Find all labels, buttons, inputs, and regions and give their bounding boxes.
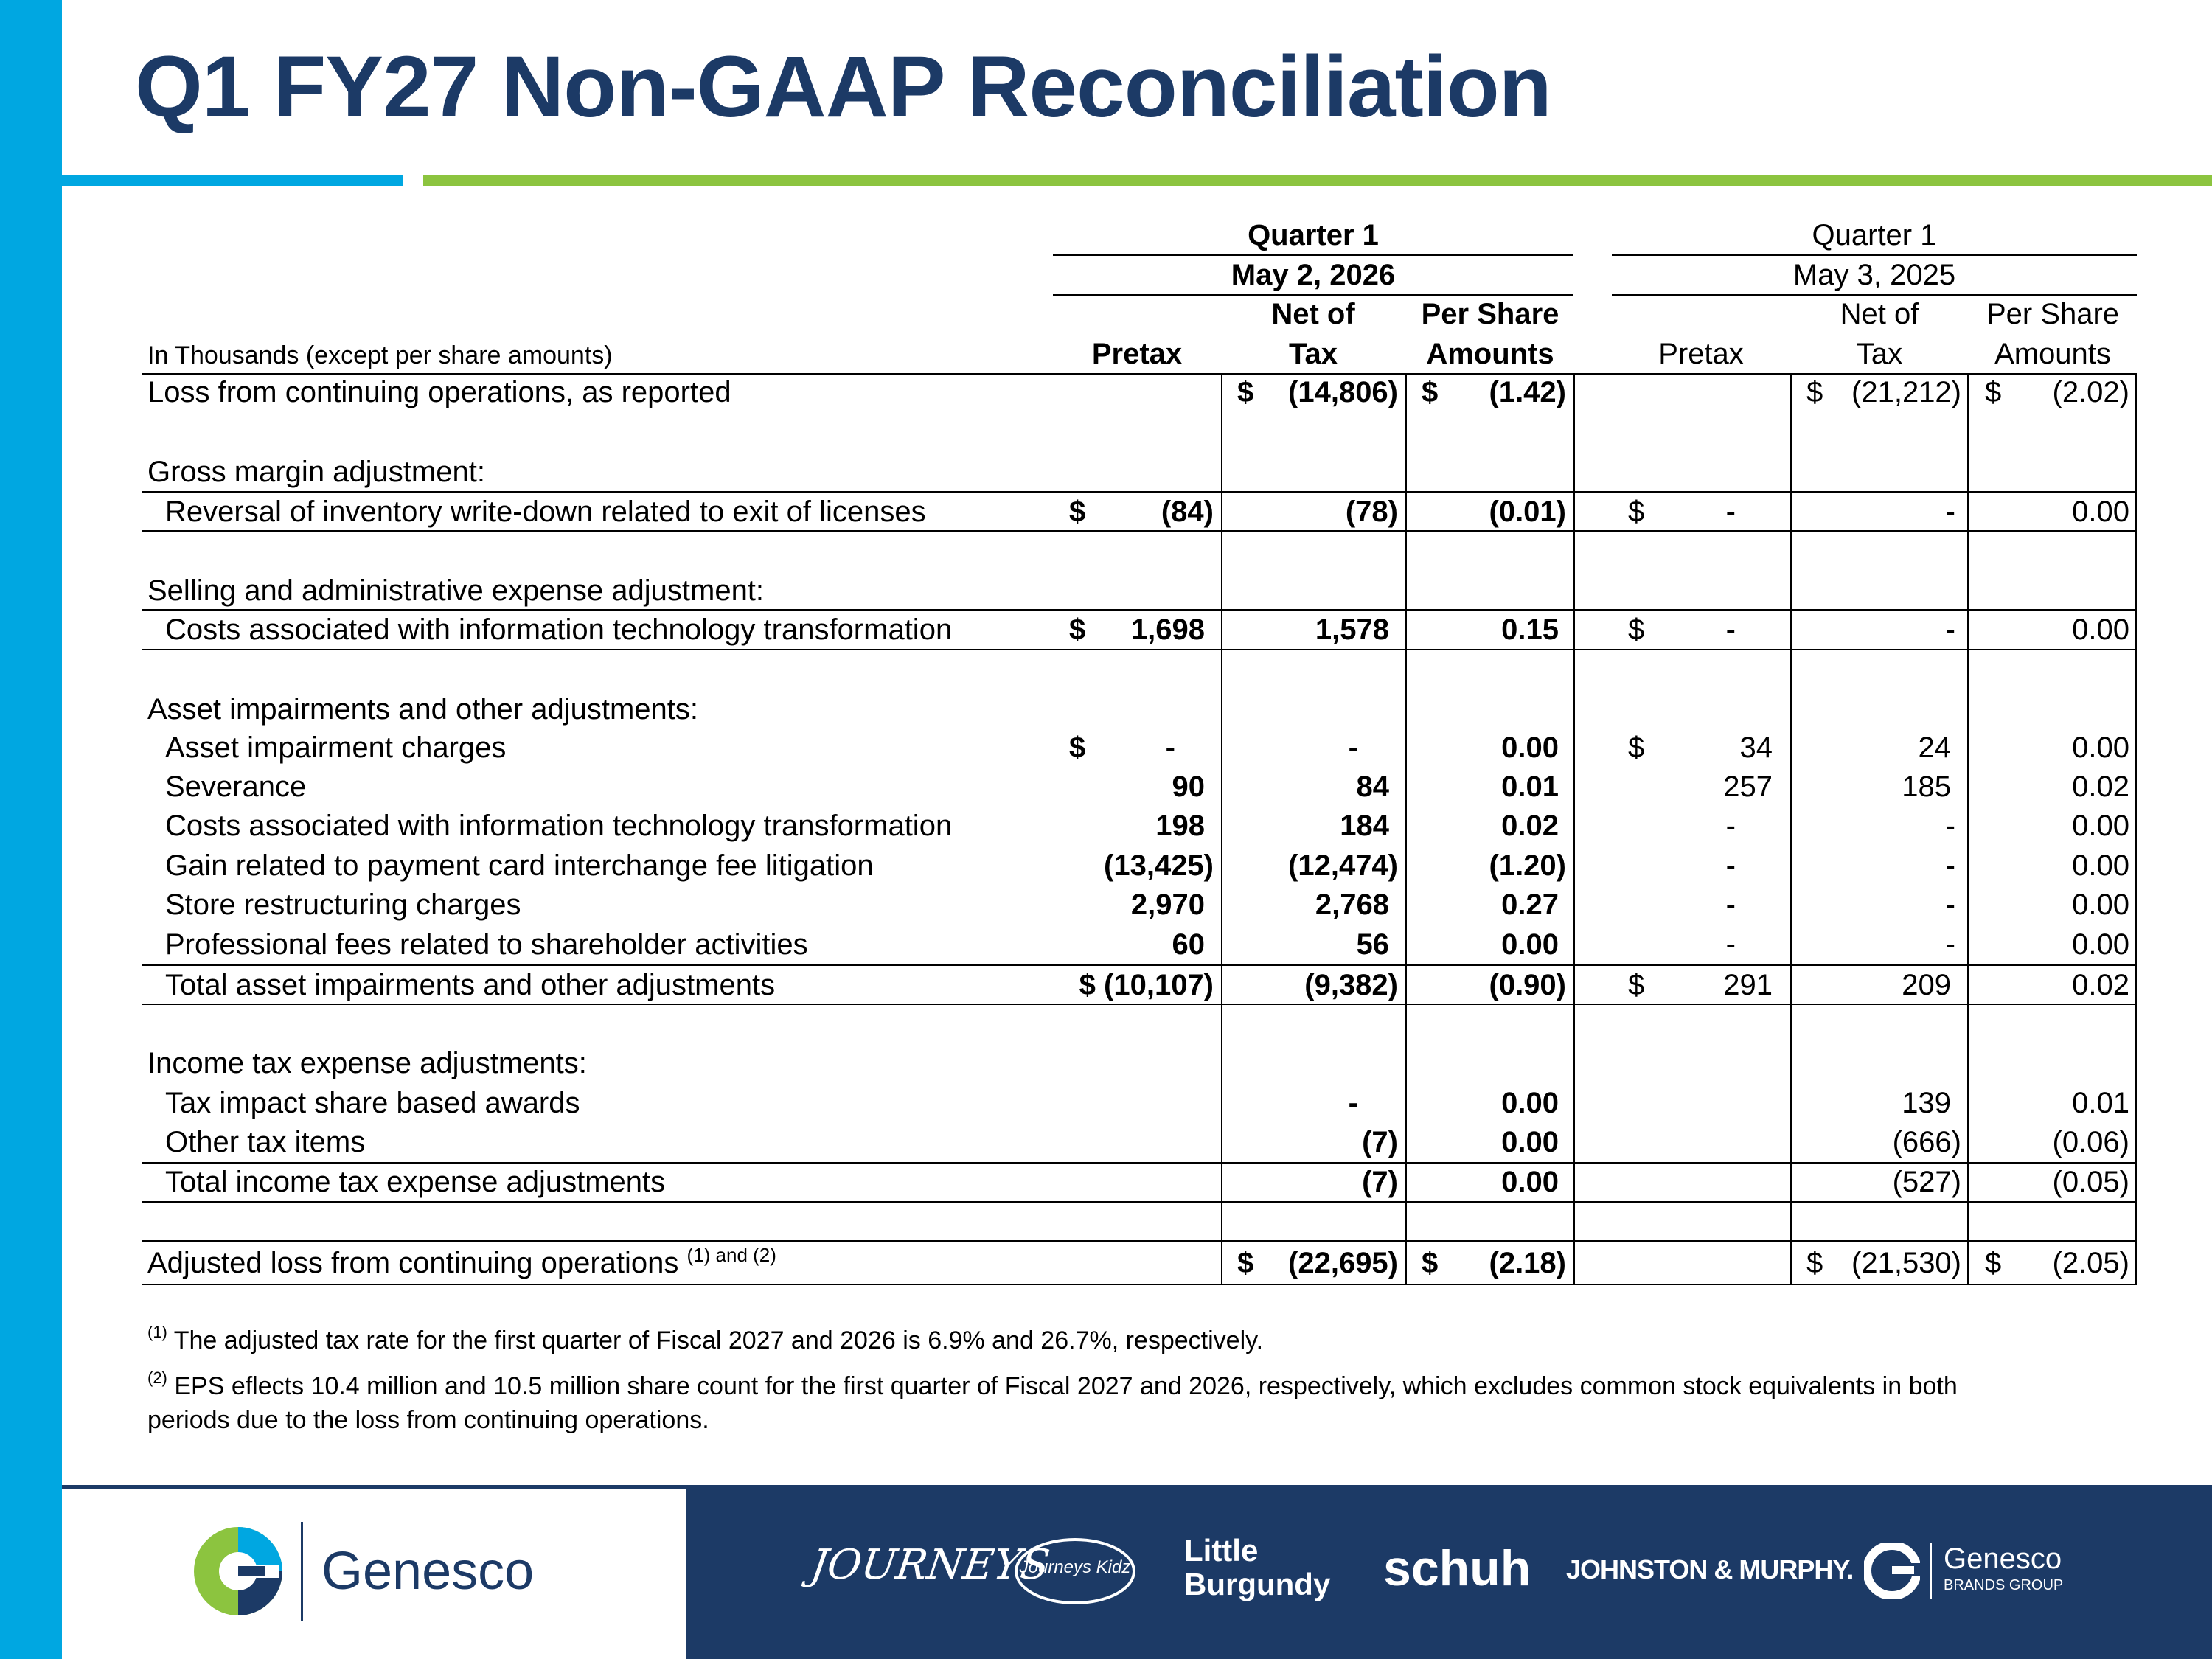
currency-sign: $ <box>1985 1247 2002 1279</box>
footnote-1-text: The adjusted tax rate for the first quarter of Fiscal 2027 and 2026 is 6.9% and 26.7%, respectively. <box>173 1326 1264 1354</box>
cell-value: 1,578 <box>1315 613 1389 646</box>
cell-value: (7) <box>1362 1126 1398 1158</box>
cell-value: 1,698 <box>1130 613 1205 646</box>
currency-sign: $ <box>1806 1247 1823 1279</box>
row-label-tax-share: Tax impact share based awards <box>165 1087 580 1119</box>
cell-value: 0.00 <box>1501 1087 1559 1119</box>
section-heading: Gross margin adjustment: <box>147 456 485 488</box>
cell-value: 0.02 <box>2072 771 2129 803</box>
period1-ps-header-1: Per Share <box>1421 298 1559 330</box>
brand-schuh: schuh <box>1383 1540 1531 1596</box>
row-rule <box>142 609 2137 611</box>
cell-value: 0.15 <box>1501 613 1559 646</box>
cell-value: - <box>1945 613 1955 646</box>
cell-value: - <box>1725 810 1736 842</box>
grid-line <box>1405 373 1407 1284</box>
period1-net-header-2: Tax <box>1289 338 1338 370</box>
row-label-loss-reported: Loss from continuing operations, as reported <box>147 376 731 408</box>
footnote-2 <box>147 1370 1958 1402</box>
cell-value: 0.02 <box>2072 969 2129 1001</box>
currency-sign: $ <box>1985 376 2002 408</box>
grid-line <box>2135 373 2137 1284</box>
cell-value: $ (10,107) <box>1079 969 1214 1001</box>
currency-sign: $ <box>1628 731 1645 764</box>
brand-little-burgundy-line2: Burgundy <box>1184 1567 1331 1601</box>
section-heading: Income tax expense adjustments: <box>147 1047 587 1079</box>
footnote-2-mark: (2) <box>147 1368 167 1387</box>
brand-johnston-murphy: JOHNSTON & MURPHY. <box>1566 1554 1854 1585</box>
period2-net-header-1: Net of <box>1840 298 1919 330</box>
period1-ps-header-2: Amounts <box>1426 338 1554 370</box>
brand-journeys-kidz: Journeys Kidz <box>1019 1557 1131 1577</box>
cell-value: - <box>1945 849 1955 882</box>
row-label-total-ai: Total asset impairments and other adjustments <box>165 969 776 1001</box>
currency-sign: $ <box>1069 613 1086 646</box>
cell-value: 2,768 <box>1315 888 1389 921</box>
cell-value: (12,474) <box>1288 849 1398 882</box>
currency-sign: $ <box>1069 495 1086 528</box>
period2-date: May 3, 2025 <box>1792 259 1956 291</box>
cell-value: - <box>1348 1087 1358 1119</box>
cell-value: - <box>1945 495 1955 528</box>
period1-date: May 2, 2026 <box>1231 259 1396 291</box>
cell-value: (1.42) <box>1489 376 1566 408</box>
row-label-other-tax: Other tax items <box>165 1126 366 1158</box>
cell-value: 0.01 <box>2072 1087 2129 1119</box>
cell-value: 0.01 <box>1501 771 1559 803</box>
cell-value: (2.02) <box>2052 376 2129 408</box>
cell-value: 0.02 <box>1501 810 1559 842</box>
cell-value: 0.00 <box>1501 1166 1559 1198</box>
footnote-1 <box>147 1324 1263 1357</box>
cell-value: (78) <box>1345 495 1398 528</box>
cell-value: 0.00 <box>2072 928 2129 961</box>
row-label-total-tax: Total income tax expense adjustments <box>165 1166 666 1198</box>
genesco-brands-group-logo-icon <box>1864 1543 1920 1599</box>
cell-value: - <box>1945 928 1955 961</box>
currency-sign: $ <box>1628 969 1645 1001</box>
cell-value: 0.00 <box>2072 731 2129 764</box>
period2-pretax-header: Pretax <box>1658 338 1744 370</box>
cell-value: 0.00 <box>2072 888 2129 921</box>
section-heading: Asset impairments and other adjustments: <box>147 693 699 726</box>
period1-quarter: Quarter 1 <box>1248 219 1379 251</box>
period1-date-rule <box>1053 294 1573 296</box>
cell-value: - <box>1725 495 1736 528</box>
currency-sign: $ <box>1069 731 1086 764</box>
cell-value: 56 <box>1356 928 1389 961</box>
period2-ps-header-1: Per Share <box>1986 298 2120 330</box>
units-label: In Thousands (except per share amounts) <box>147 341 613 369</box>
currency-sign: $ <box>1806 376 1823 408</box>
currency-sign: $ <box>1422 1247 1439 1279</box>
row-rule <box>142 649 2137 650</box>
cell-value: - <box>1348 731 1358 764</box>
cell-value: 60 <box>1172 928 1205 961</box>
company-name: Genesco <box>321 1542 535 1601</box>
row-rule <box>142 1162 2137 1164</box>
footnote-2-text-line1: EPS eflects 10.4 million and 10.5 million share count for the first quarter of Fiscal 2027 and 2026, respectively, which excludes common stock equivalents in both <box>174 1372 1958 1400</box>
grid-line <box>1790 373 1792 1284</box>
cell-value: 185 <box>1902 771 1951 803</box>
cell-value: (527) <box>1892 1166 1961 1198</box>
row-label-severance: Severance <box>165 771 307 803</box>
cell-value: (0.01) <box>1489 495 1566 528</box>
brand-journeys: JOURNEYS <box>807 1541 1053 1589</box>
cell-value: 184 <box>1340 810 1389 842</box>
cell-value: 209 <box>1902 969 1951 1001</box>
brand-gbg-line2: BRANDS GROUP <box>1944 1577 2064 1593</box>
currency-sign: $ <box>1237 376 1254 408</box>
cell-value: - <box>1725 928 1736 961</box>
cell-value: 0.00 <box>2072 495 2129 528</box>
cell-value: (84) <box>1161 495 1214 528</box>
cell-value: 90 <box>1172 771 1205 803</box>
cell-value: (666) <box>1892 1126 1961 1158</box>
cell-value: - <box>1725 613 1736 646</box>
row-rule <box>142 1240 2137 1242</box>
cell-value: (14,806) <box>1288 376 1398 408</box>
currency-sign: $ <box>1628 495 1645 528</box>
grid-line <box>1573 373 1575 1284</box>
cell-value: - <box>1945 888 1955 921</box>
row-label-gain-card: Gain related to payment card interchange fee litigation <box>165 849 874 882</box>
row-rule <box>142 1201 2137 1203</box>
cell-value: 139 <box>1902 1087 1951 1119</box>
cell-value: 0.00 <box>1501 928 1559 961</box>
row-label-inventory: Reversal of inventory write-down related to exit of licenses <box>165 495 926 528</box>
period2-quarter-rule <box>1612 254 2137 256</box>
cell-value: (2.18) <box>1489 1247 1566 1279</box>
cell-value: 0.27 <box>1501 888 1559 921</box>
cell-value: (7) <box>1362 1166 1398 1198</box>
row-label-it-sga: Costs associated with information technology transformation <box>165 613 953 646</box>
period2-net-header-2: Tax <box>1856 338 1903 370</box>
cell-value: 24 <box>1918 731 1951 764</box>
cell-value: 291 <box>1723 969 1773 1001</box>
cell-value: - <box>1725 849 1736 882</box>
cell-value: - <box>1945 810 1955 842</box>
currency-sign: $ <box>1422 376 1439 408</box>
table-bottom-rule <box>142 1284 2137 1285</box>
cell-value: 34 <box>1739 731 1773 764</box>
cell-value: 198 <box>1155 810 1205 842</box>
section-heading: Selling and administrative expense adjustment: <box>147 574 765 607</box>
row-rule <box>142 1004 2137 1005</box>
period1-net-header-1: Net of <box>1271 298 1355 330</box>
currency-sign: $ <box>1237 1247 1254 1279</box>
row-rule <box>142 491 2137 493</box>
cell-value: (9,382) <box>1304 969 1398 1001</box>
cell-value: (21,212) <box>1851 376 1961 408</box>
grid-line <box>1221 373 1222 1284</box>
cell-value: 257 <box>1723 771 1773 803</box>
currency-sign: $ <box>1628 613 1645 646</box>
cell-value: 84 <box>1356 771 1389 803</box>
cell-value: (21,530) <box>1851 1247 1961 1279</box>
period2-quarter: Quarter 1 <box>1812 219 1937 251</box>
footnote-1-mark: (1) <box>147 1323 167 1341</box>
period2-ps-header-2: Amounts <box>1994 338 2111 370</box>
genesco-logo-icon <box>190 1523 286 1619</box>
cell-value: (0.06) <box>2052 1126 2129 1158</box>
row-rule <box>142 964 2137 966</box>
period1-pretax-header: Pretax <box>1091 338 1183 370</box>
cell-value: - <box>1725 888 1736 921</box>
adjusted-footnote-marker: (1) and (2) <box>686 1244 776 1266</box>
cell-value: 0.00 <box>1501 731 1559 764</box>
cell-value: - <box>1165 731 1175 764</box>
brand-gbg-line1: Genesco <box>1944 1543 2062 1575</box>
footnote-2-text-line2: periods due to the loss from continuing operations. <box>147 1406 709 1434</box>
brand-little-burgundy-line1: Little <box>1184 1533 1259 1568</box>
cell-value: 0.00 <box>2072 613 2129 646</box>
page-title: Q1 FY27 Non-GAAP Reconciliation <box>135 38 1551 136</box>
cell-value: (2.05) <box>2052 1247 2129 1279</box>
period1-quarter-rule <box>1053 254 1573 256</box>
row-rule <box>142 530 2137 532</box>
adjusted-label-text: Adjusted loss from continuing operations <box>147 1247 679 1279</box>
row-label-it-ai: Costs associated with information technology transformation <box>165 810 953 842</box>
cell-value: (0.90) <box>1489 969 1566 1001</box>
cell-value: (1.20) <box>1489 849 1566 882</box>
row-label-store-restructuring: Store restructuring charges <box>165 888 521 921</box>
gbg-divider <box>1930 1543 1932 1599</box>
row-label-professional-fees: Professional fees related to shareholder activities <box>165 928 808 961</box>
cell-value: 0.00 <box>1501 1126 1559 1158</box>
row-label-asset-impairment: Asset impairment charges <box>165 731 507 764</box>
cell-value: (0.05) <box>2052 1166 2129 1198</box>
row-label-adjusted <box>147 1245 776 1281</box>
cell-value: (13,425) <box>1104 849 1214 882</box>
cell-value: 0.00 <box>2072 810 2129 842</box>
cell-value: (22,695) <box>1288 1247 1398 1279</box>
grid-line <box>1967 373 1969 1284</box>
period2-date-rule <box>1612 294 2137 296</box>
logo-divider <box>301 1522 303 1621</box>
cell-value: 0.00 <box>2072 849 2129 882</box>
cell-value: 2,970 <box>1130 888 1205 921</box>
